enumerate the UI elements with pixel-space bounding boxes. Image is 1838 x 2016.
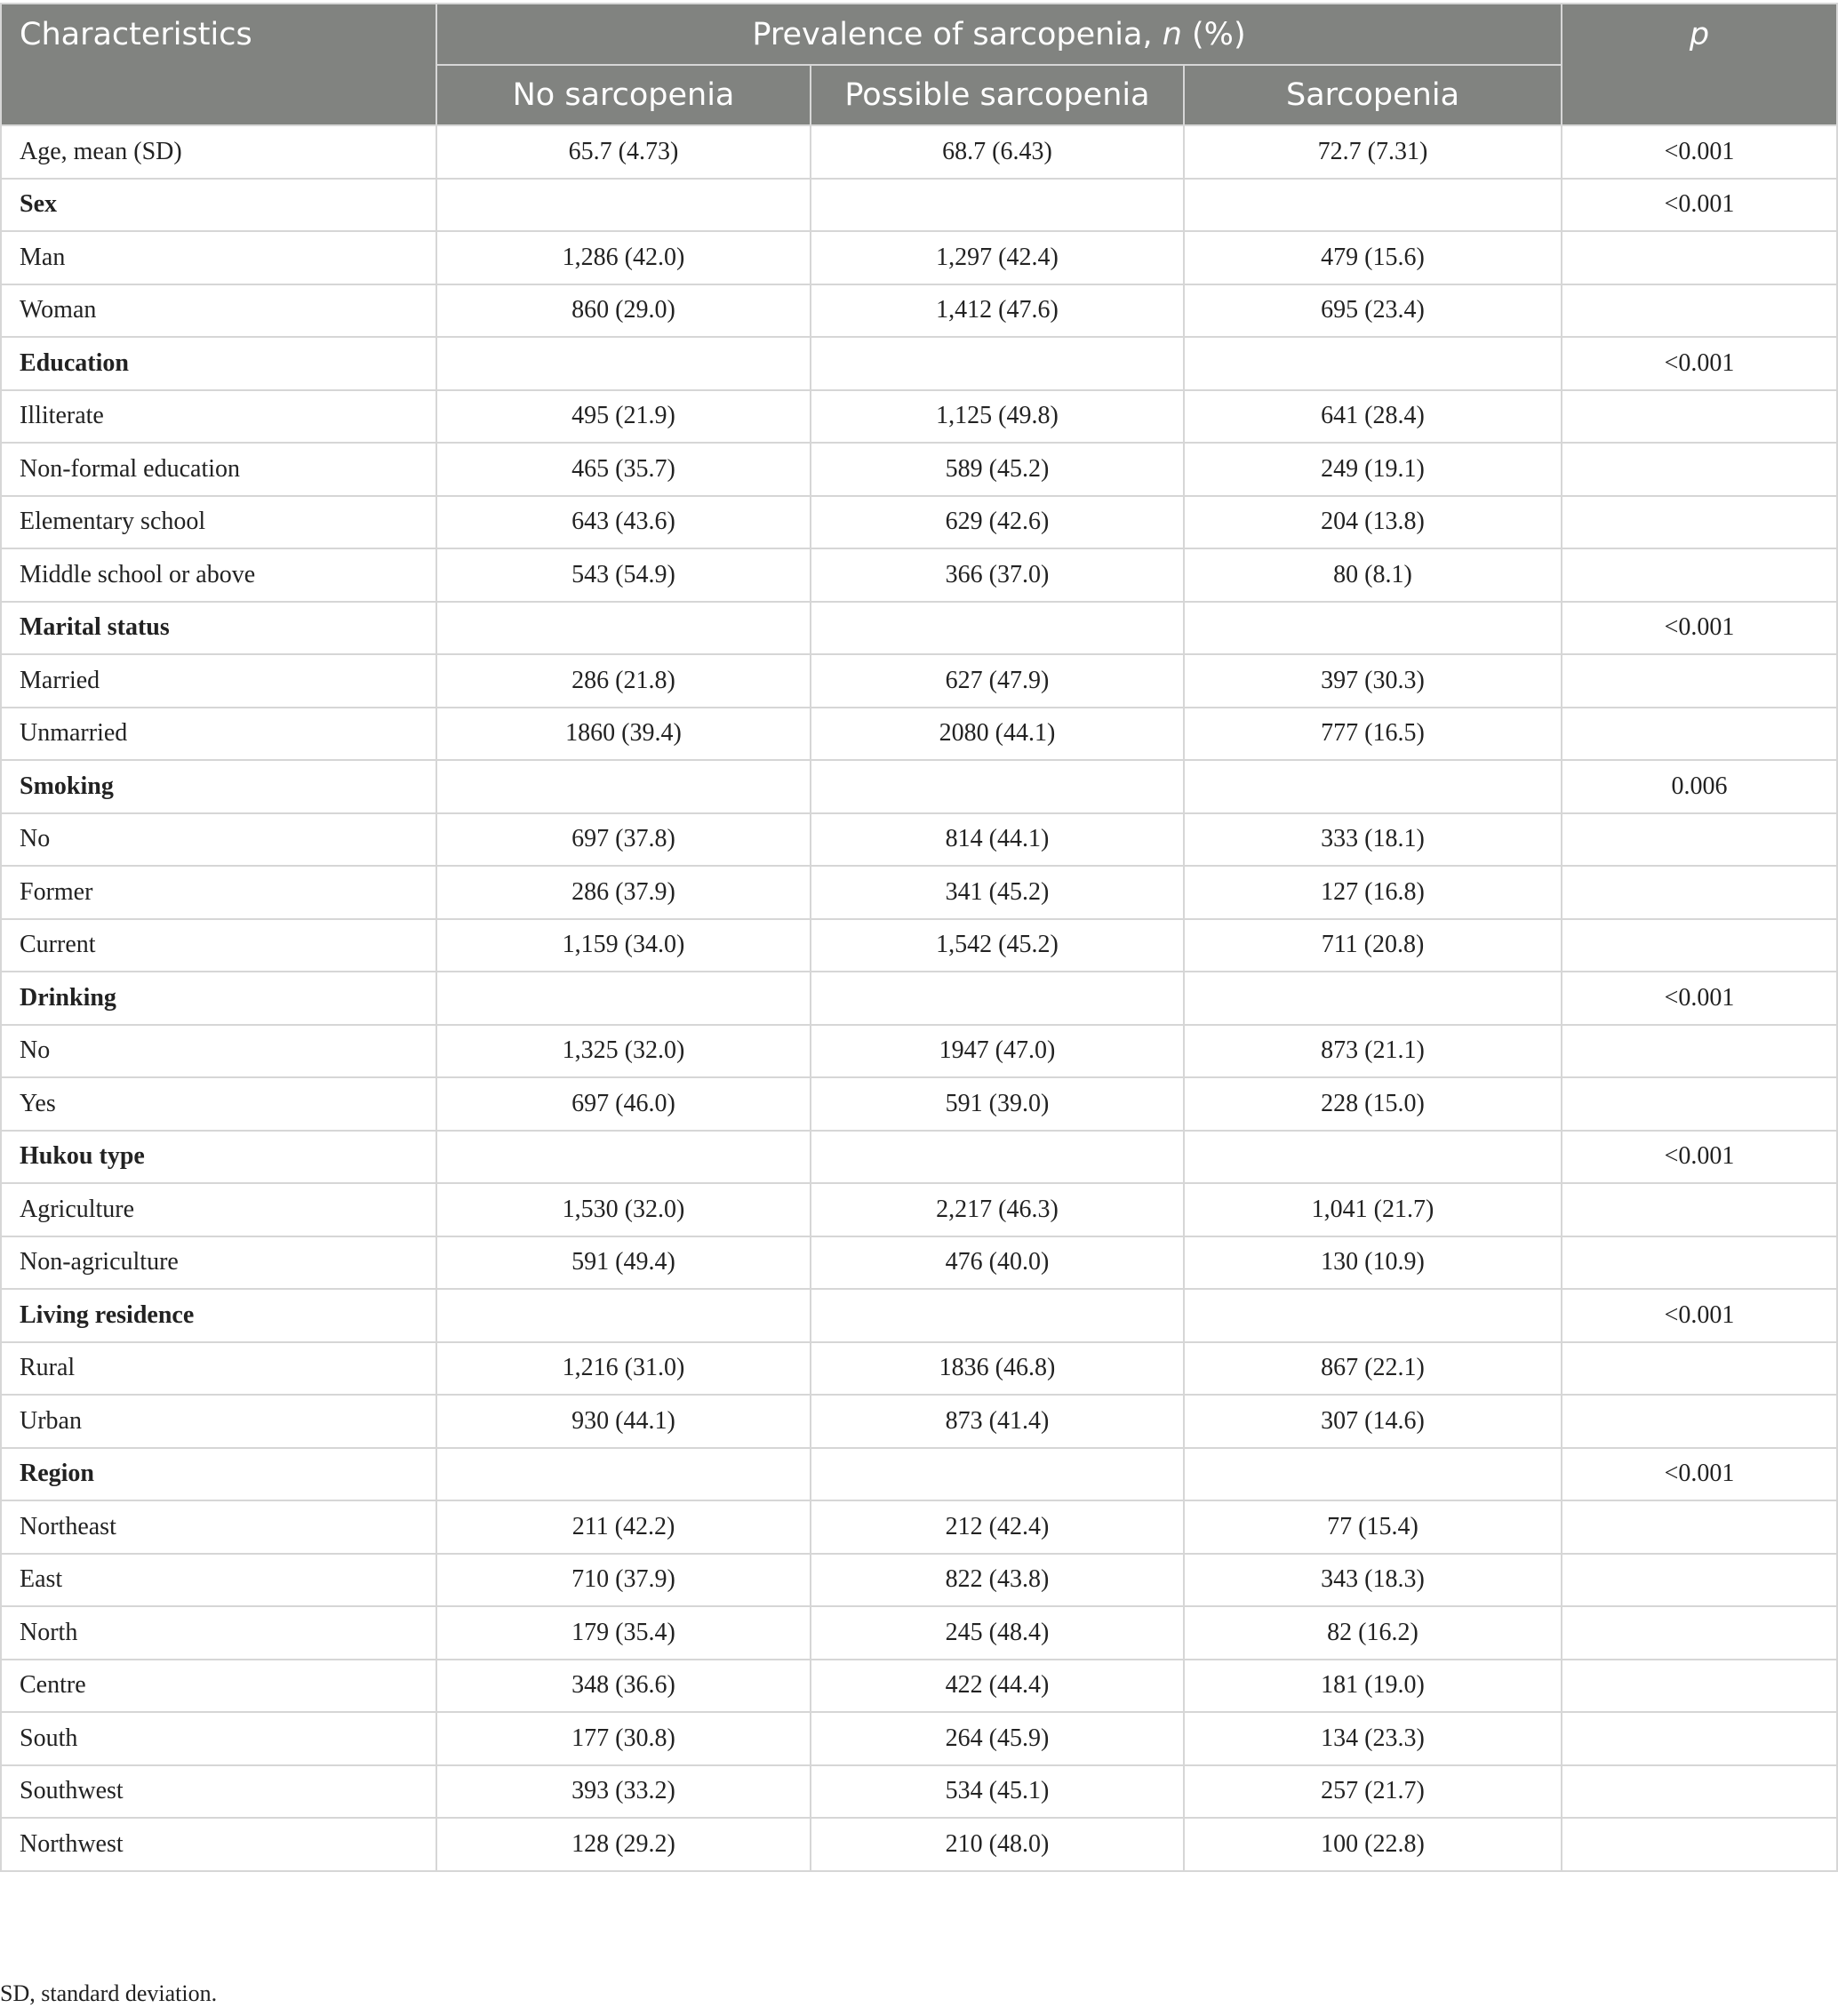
cell-possible-sarcopenia	[811, 179, 1184, 232]
cell-sarcopenia	[1184, 1131, 1562, 1184]
cell-sarcopenia: 257 (21.7)	[1184, 1765, 1562, 1819]
cell-p-value	[1562, 1818, 1837, 1871]
cell-no-sarcopenia: 1,216 (31.0)	[436, 1342, 811, 1396]
cell-p-value	[1562, 1554, 1837, 1607]
cell-p-value: <0.001	[1562, 179, 1837, 232]
cell-no-sarcopenia: 930 (44.1)	[436, 1395, 811, 1448]
cell-no-sarcopenia: 495 (21.9)	[436, 390, 811, 444]
cell-no-sarcopenia: 1,286 (42.0)	[436, 231, 811, 284]
table-row	[1, 866, 1837, 919]
header-prevalence-n: n	[1162, 16, 1182, 52]
row-label: Woman	[1, 284, 436, 338]
cell-sarcopenia: 397 (30.3)	[1184, 654, 1562, 708]
header-prevalence-group	[436, 4, 1562, 65]
row-label: Region	[1, 1448, 436, 1501]
table-header	[1, 4, 1837, 125]
cell-p-value	[1562, 1660, 1837, 1713]
cell-possible-sarcopenia: 1947 (47.0)	[811, 1025, 1184, 1078]
row-label: Urban	[1, 1395, 436, 1448]
cell-possible-sarcopenia: 1836 (46.8)	[811, 1342, 1184, 1396]
cell-sarcopenia: 695 (23.4)	[1184, 284, 1562, 338]
cell-sarcopenia: 204 (13.8)	[1184, 496, 1562, 549]
cell-p-value	[1562, 1236, 1837, 1290]
cell-p-value	[1562, 443, 1837, 496]
cell-no-sarcopenia: 393 (33.2)	[436, 1765, 811, 1819]
cell-no-sarcopenia: 710 (37.9)	[436, 1554, 811, 1607]
cell-no-sarcopenia: 643 (43.6)	[436, 496, 811, 549]
cell-p-value	[1562, 866, 1837, 919]
cell-sarcopenia	[1184, 972, 1562, 1025]
cell-possible-sarcopenia: 873 (41.4)	[811, 1395, 1184, 1448]
cell-possible-sarcopenia: 422 (44.4)	[811, 1660, 1184, 1713]
cell-possible-sarcopenia: 366 (37.0)	[811, 548, 1184, 602]
cell-no-sarcopenia	[436, 972, 811, 1025]
cell-possible-sarcopenia: 1,125 (49.8)	[811, 390, 1184, 444]
table-row	[1, 1077, 1837, 1131]
cell-possible-sarcopenia	[811, 1131, 1184, 1184]
cell-sarcopenia	[1184, 760, 1562, 813]
row-label: Married	[1, 654, 436, 708]
cell-p-value: <0.001	[1562, 602, 1837, 655]
cell-possible-sarcopenia: 1,297 (42.4)	[811, 231, 1184, 284]
cell-possible-sarcopenia: 245 (48.4)	[811, 1606, 1184, 1660]
cell-no-sarcopenia	[436, 337, 811, 390]
cell-sarcopenia: 641 (28.4)	[1184, 390, 1562, 444]
cell-no-sarcopenia: 697 (46.0)	[436, 1077, 811, 1131]
table-row	[1, 1712, 1837, 1765]
row-label: No	[1, 1025, 436, 1078]
cell-p-value	[1562, 1500, 1837, 1554]
cell-no-sarcopenia: 591 (49.4)	[436, 1236, 811, 1290]
table-row	[1, 919, 1837, 972]
cell-sarcopenia: 333 (18.1)	[1184, 813, 1562, 867]
table-row	[1, 1554, 1837, 1607]
row-label: Southwest	[1, 1765, 436, 1819]
table-row	[1, 496, 1837, 549]
cell-possible-sarcopenia: 1,542 (45.2)	[811, 919, 1184, 972]
cell-p-value	[1562, 1606, 1837, 1660]
row-label: Non-agriculture	[1, 1236, 436, 1290]
row-label: Sex	[1, 179, 436, 232]
cell-sarcopenia	[1184, 337, 1562, 390]
cell-p-value: <0.001	[1562, 1289, 1837, 1342]
cell-sarcopenia: 777 (16.5)	[1184, 708, 1562, 761]
cell-possible-sarcopenia	[811, 1448, 1184, 1501]
cell-possible-sarcopenia: 264 (45.9)	[811, 1712, 1184, 1765]
cell-p-value: <0.001	[1562, 337, 1837, 390]
table-row	[1, 1500, 1837, 1554]
table-row	[1, 1660, 1837, 1713]
cell-p-value: 0.006	[1562, 760, 1837, 813]
row-label: Centre	[1, 1660, 436, 1713]
cell-p-value	[1562, 1077, 1837, 1131]
cell-possible-sarcopenia: 589 (45.2)	[811, 443, 1184, 496]
row-label: Age, mean (SD)	[1, 125, 436, 179]
row-label: Living residence	[1, 1289, 436, 1342]
table-row	[1, 1342, 1837, 1396]
table-section-row	[1, 1289, 1837, 1342]
cell-no-sarcopenia: 465 (35.7)	[436, 443, 811, 496]
cell-no-sarcopenia: 286 (21.8)	[436, 654, 811, 708]
cell-no-sarcopenia	[436, 760, 811, 813]
row-label: Man	[1, 231, 436, 284]
table-section-row	[1, 1448, 1837, 1501]
cell-sarcopenia: 80 (8.1)	[1184, 548, 1562, 602]
cell-possible-sarcopenia: 210 (48.0)	[811, 1818, 1184, 1871]
cell-sarcopenia: 77 (15.4)	[1184, 1500, 1562, 1554]
cell-p-value	[1562, 496, 1837, 549]
cell-no-sarcopenia	[436, 1131, 811, 1184]
table-row	[1, 390, 1837, 444]
table-section-row	[1, 179, 1837, 232]
cell-possible-sarcopenia: 627 (47.9)	[811, 654, 1184, 708]
cell-no-sarcopenia: 179 (35.4)	[436, 1606, 811, 1660]
row-label: No	[1, 813, 436, 867]
cell-no-sarcopenia: 177 (30.8)	[436, 1712, 811, 1765]
cell-possible-sarcopenia: 2080 (44.1)	[811, 708, 1184, 761]
cell-sarcopenia: 249 (19.1)	[1184, 443, 1562, 496]
row-label: Education	[1, 337, 436, 390]
table-row	[1, 1395, 1837, 1448]
cell-sarcopenia: 343 (18.3)	[1184, 1554, 1562, 1607]
cell-p-value	[1562, 390, 1837, 444]
row-label: Current	[1, 919, 436, 972]
cell-p-value	[1562, 919, 1837, 972]
table-section-row	[1, 337, 1837, 390]
row-label: Elementary school	[1, 496, 436, 549]
header-prevalence-suffix: (%)	[1181, 16, 1246, 52]
row-label: South	[1, 1712, 436, 1765]
cell-p-value: <0.001	[1562, 125, 1837, 179]
cell-possible-sarcopenia	[811, 602, 1184, 655]
cell-no-sarcopenia: 860 (29.0)	[436, 284, 811, 338]
cell-no-sarcopenia: 348 (36.6)	[436, 1660, 811, 1713]
cell-p-value	[1562, 1183, 1837, 1236]
cell-sarcopenia: 867 (22.1)	[1184, 1342, 1562, 1396]
table-row	[1, 231, 1837, 284]
row-label: Northwest	[1, 1818, 436, 1871]
row-label: Smoking	[1, 760, 436, 813]
cell-sarcopenia: 82 (16.2)	[1184, 1606, 1562, 1660]
cell-p-value	[1562, 1025, 1837, 1078]
row-label: Drinking	[1, 972, 436, 1025]
cell-possible-sarcopenia: 212 (42.4)	[811, 1500, 1184, 1554]
sarcopenia-table-container	[0, 3, 1838, 1872]
cell-possible-sarcopenia	[811, 1289, 1184, 1342]
cell-sarcopenia	[1184, 1289, 1562, 1342]
table-row	[1, 708, 1837, 761]
table-row	[1, 813, 1837, 867]
cell-sarcopenia: 127 (16.8)	[1184, 866, 1562, 919]
cell-sarcopenia: 134 (23.3)	[1184, 1712, 1562, 1765]
cell-p-value	[1562, 1765, 1837, 1819]
cell-p-value: <0.001	[1562, 1131, 1837, 1184]
row-label: Hukou type	[1, 1131, 436, 1184]
table-row	[1, 548, 1837, 602]
cell-no-sarcopenia: 1,325 (32.0)	[436, 1025, 811, 1078]
cell-sarcopenia: 873 (21.1)	[1184, 1025, 1562, 1078]
cell-possible-sarcopenia: 629 (42.6)	[811, 496, 1184, 549]
header-no-sarcopenia: No sarcopenia	[436, 65, 811, 125]
cell-no-sarcopenia: 1,159 (34.0)	[436, 919, 811, 972]
cell-sarcopenia: 181 (19.0)	[1184, 1660, 1562, 1713]
cell-no-sarcopenia: 697 (37.8)	[436, 813, 811, 867]
cell-p-value: <0.001	[1562, 972, 1837, 1025]
cell-possible-sarcopenia: 1,412 (47.6)	[811, 284, 1184, 338]
cell-possible-sarcopenia: 534 (45.1)	[811, 1765, 1184, 1819]
cell-no-sarcopenia: 128 (29.2)	[436, 1818, 811, 1871]
table-row	[1, 1765, 1837, 1819]
cell-sarcopenia	[1184, 1448, 1562, 1501]
cell-possible-sarcopenia: 476 (40.0)	[811, 1236, 1184, 1290]
cell-sarcopenia	[1184, 602, 1562, 655]
table-section-row	[1, 602, 1837, 655]
cell-possible-sarcopenia: 341 (45.2)	[811, 866, 1184, 919]
row-label: North	[1, 1606, 436, 1660]
cell-possible-sarcopenia: 822 (43.8)	[811, 1554, 1184, 1607]
cell-sarcopenia: 72.7 (7.31)	[1184, 125, 1562, 179]
cell-p-value	[1562, 548, 1837, 602]
cell-sarcopenia: 307 (14.6)	[1184, 1395, 1562, 1448]
header-characteristics: Characteristics	[1, 4, 436, 125]
table-row	[1, 443, 1837, 496]
cell-p-value	[1562, 1712, 1837, 1765]
table-row	[1, 284, 1837, 338]
cell-possible-sarcopenia	[811, 972, 1184, 1025]
cell-no-sarcopenia: 65.7 (4.73)	[436, 125, 811, 179]
table-row	[1, 1236, 1837, 1290]
row-label: Marital status	[1, 602, 436, 655]
cell-sarcopenia	[1184, 179, 1562, 232]
header-sarcopenia: Sarcopenia	[1184, 65, 1562, 125]
cell-no-sarcopenia: 1860 (39.4)	[436, 708, 811, 761]
cell-p-value	[1562, 231, 1837, 284]
cell-p-value	[1562, 1342, 1837, 1396]
row-label: Unmarried	[1, 708, 436, 761]
row-label: Agriculture	[1, 1183, 436, 1236]
table-footnote: SD, standard deviation.	[0, 1980, 218, 2006]
cell-sarcopenia: 100 (22.8)	[1184, 1818, 1562, 1871]
cell-possible-sarcopenia	[811, 760, 1184, 813]
cell-possible-sarcopenia: 2,217 (46.3)	[811, 1183, 1184, 1236]
sarcopenia-prevalence-table	[0, 3, 1838, 1872]
table-row	[1, 125, 1837, 179]
cell-no-sarcopenia: 1,530 (32.0)	[436, 1183, 811, 1236]
row-label: Northeast	[1, 1500, 436, 1554]
table-row	[1, 654, 1837, 708]
row-label: Non-formal education	[1, 443, 436, 496]
cell-p-value	[1562, 708, 1837, 761]
header-p-value: p	[1562, 4, 1837, 125]
row-label: Illiterate	[1, 390, 436, 444]
cell-sarcopenia: 711 (20.8)	[1184, 919, 1562, 972]
cell-possible-sarcopenia: 814 (44.1)	[811, 813, 1184, 867]
cell-no-sarcopenia: 286 (37.9)	[436, 866, 811, 919]
cell-p-value	[1562, 654, 1837, 708]
cell-no-sarcopenia: 211 (42.2)	[436, 1500, 811, 1554]
cell-no-sarcopenia	[436, 1448, 811, 1501]
cell-sarcopenia: 479 (15.6)	[1184, 231, 1562, 284]
cell-p-value	[1562, 813, 1837, 867]
table-row	[1, 1818, 1837, 1871]
row-label: Rural	[1, 1342, 436, 1396]
cell-possible-sarcopenia: 68.7 (6.43)	[811, 125, 1184, 179]
cell-p-value	[1562, 1395, 1837, 1448]
row-label: Former	[1, 866, 436, 919]
table-row	[1, 1025, 1837, 1078]
table-section-row	[1, 760, 1837, 813]
cell-no-sarcopenia	[436, 179, 811, 232]
table-section-row	[1, 1131, 1837, 1184]
cell-sarcopenia: 228 (15.0)	[1184, 1077, 1562, 1131]
row-label: Middle school or above	[1, 548, 436, 602]
cell-p-value: <0.001	[1562, 1448, 1837, 1501]
table-row	[1, 1606, 1837, 1660]
header-possible-sarcopenia: Possible sarcopenia	[811, 65, 1184, 125]
table-body	[1, 125, 1837, 1871]
cell-no-sarcopenia: 543 (54.9)	[436, 548, 811, 602]
header-prevalence-prefix: Prevalence of sarcopenia,	[752, 16, 1163, 52]
table-row	[1, 1183, 1837, 1236]
cell-possible-sarcopenia: 591 (39.0)	[811, 1077, 1184, 1131]
cell-possible-sarcopenia	[811, 337, 1184, 390]
cell-sarcopenia: 1,041 (21.7)	[1184, 1183, 1562, 1236]
cell-no-sarcopenia	[436, 1289, 811, 1342]
row-label: East	[1, 1554, 436, 1607]
cell-p-value	[1562, 284, 1837, 338]
cell-sarcopenia: 130 (10.9)	[1184, 1236, 1562, 1290]
cell-no-sarcopenia	[436, 602, 811, 655]
row-label: Yes	[1, 1077, 436, 1131]
table-section-row	[1, 972, 1837, 1025]
